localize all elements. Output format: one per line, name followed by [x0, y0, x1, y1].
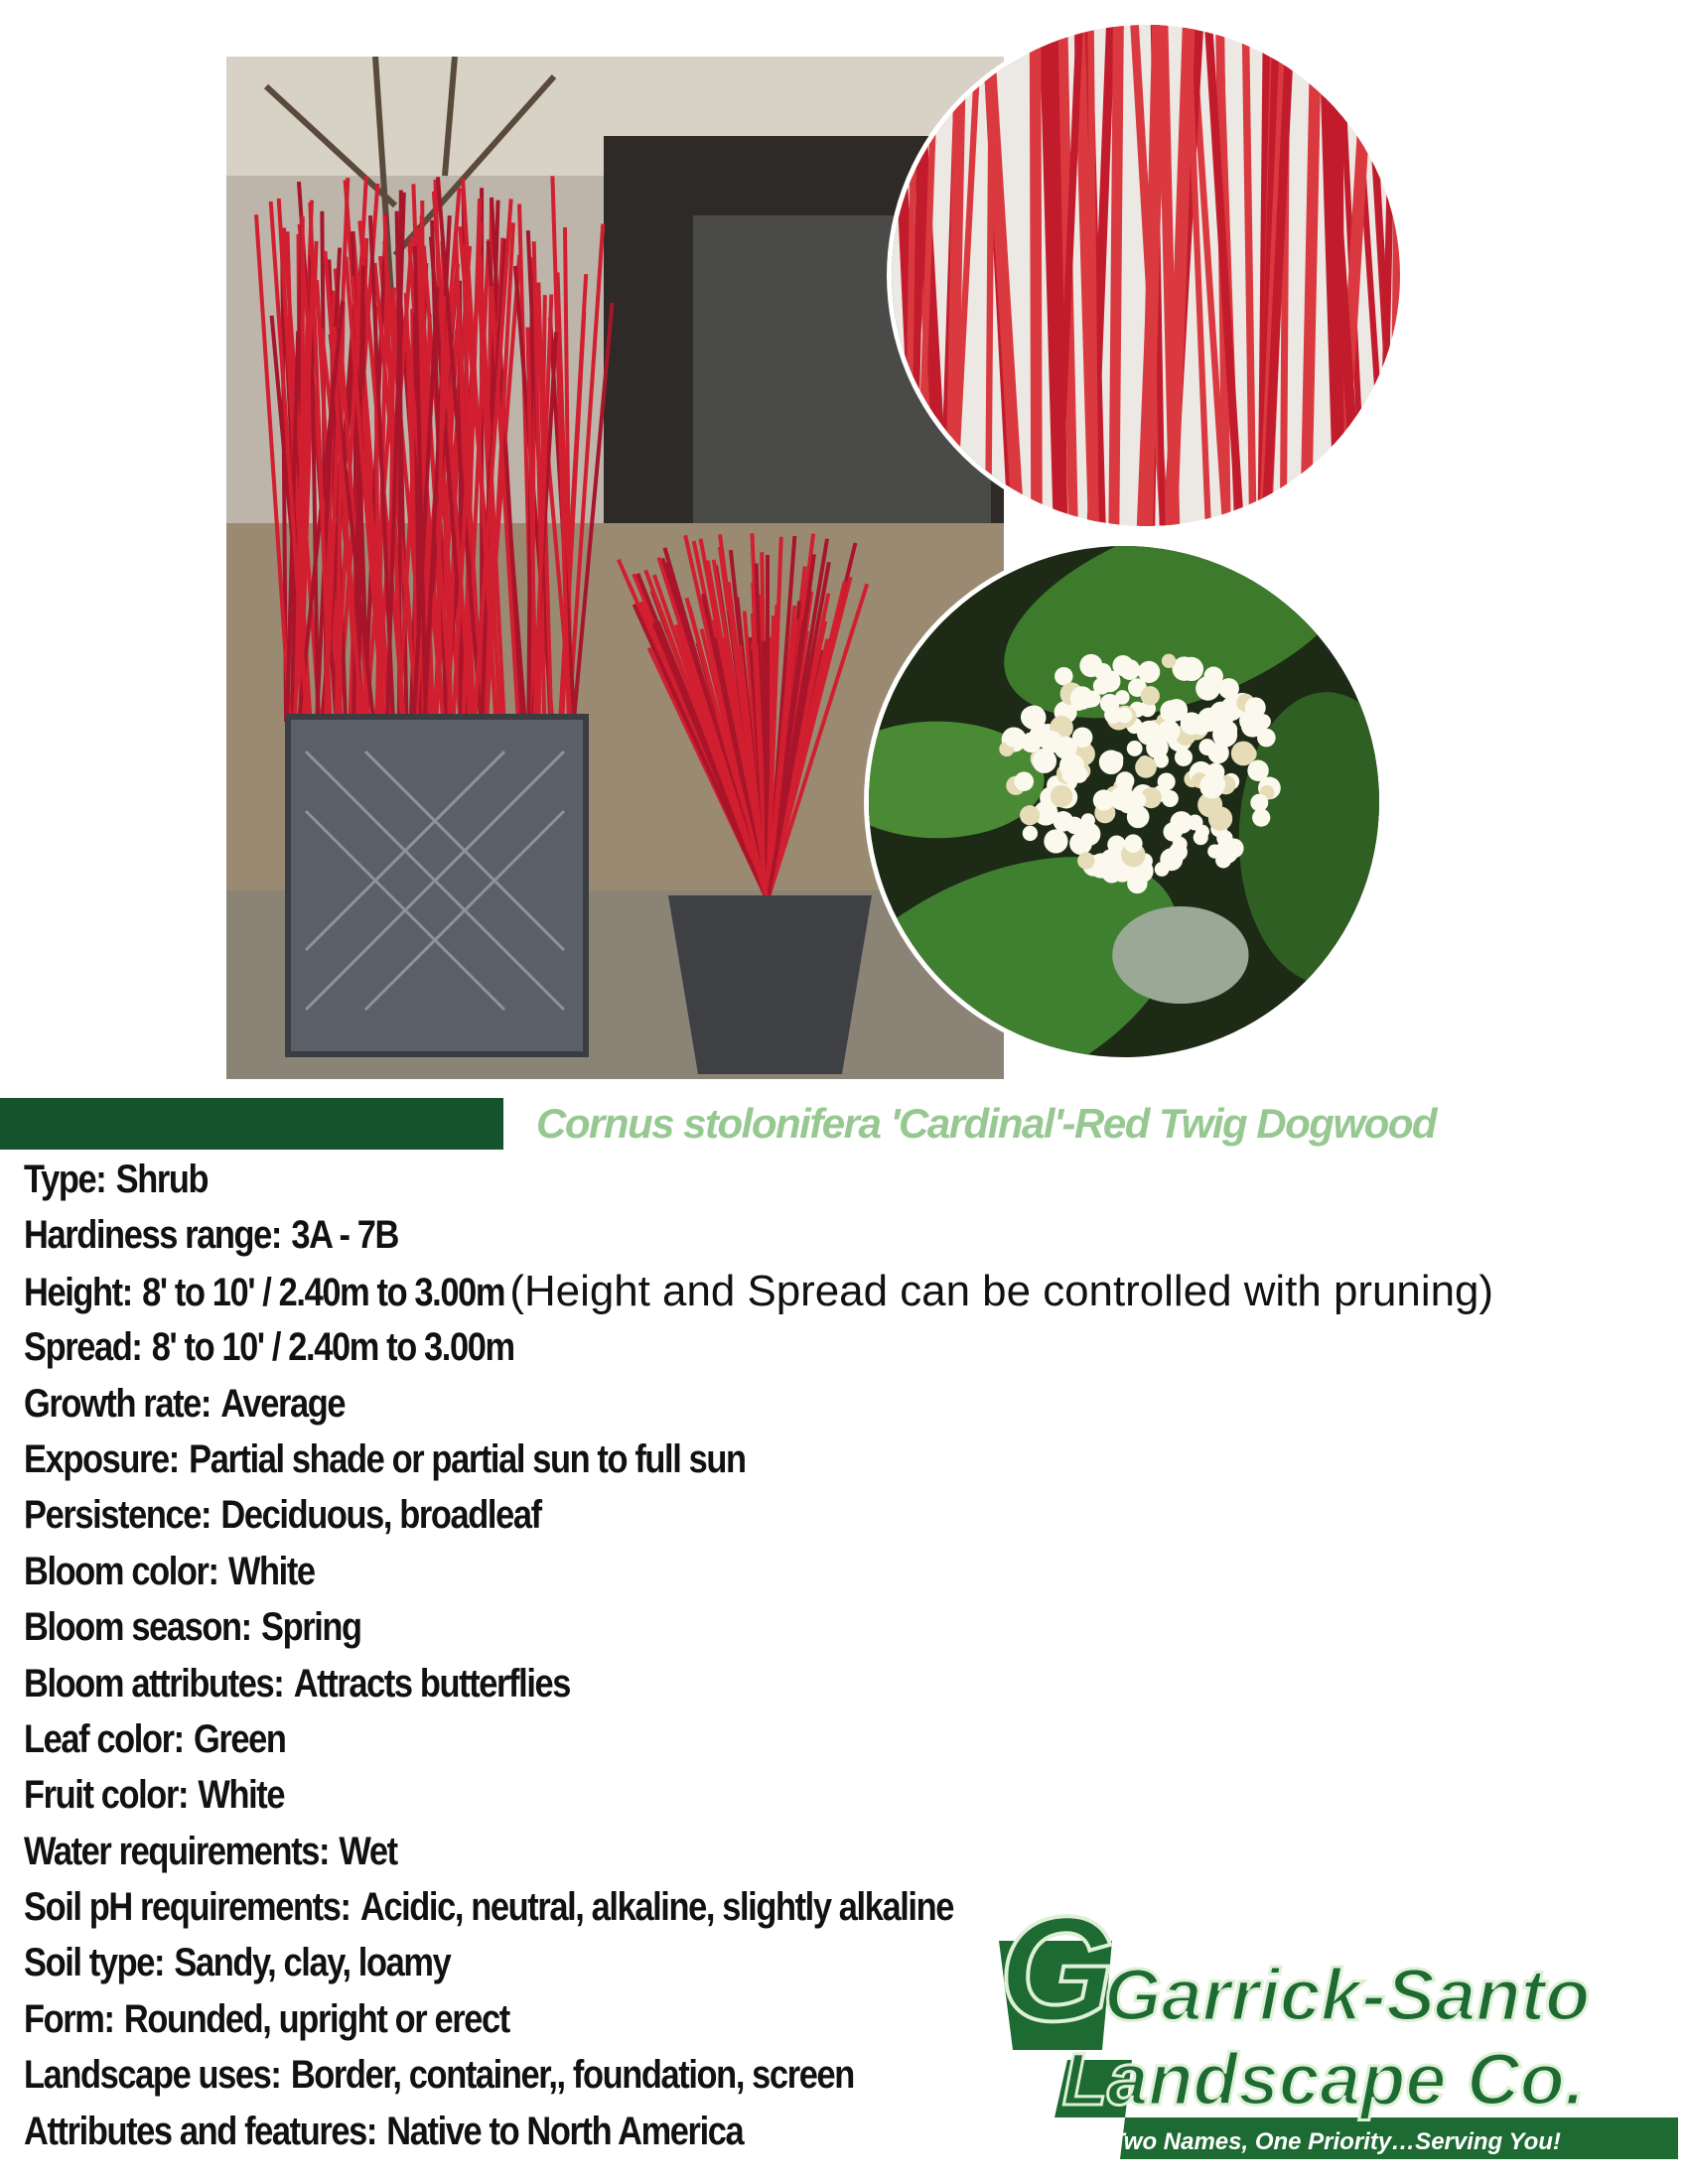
- spec-value: 8' to 10' / 2.40m to 3.00m: [151, 1325, 514, 1370]
- spec-persistence: [24, 1487, 1357, 1543]
- spec-label: Exposure:: [24, 1436, 179, 1481]
- spec-label: Bloom color:: [24, 1549, 218, 1593]
- spec-label: Spread:: [24, 1325, 142, 1370]
- spec-height: [24, 1264, 1493, 1319]
- spec-value: 3A - 7B: [291, 1213, 398, 1258]
- spec-label: Persistence:: [24, 1493, 211, 1538]
- spec-value: Rounded, upright or erect: [123, 1996, 509, 2041]
- spec-leaf-color: [24, 1711, 1357, 1767]
- spec-label: Growth rate:: [24, 1381, 211, 1426]
- spec-exposure: [24, 1432, 1357, 1487]
- spec-label: Attributes and features:: [24, 2109, 376, 2153]
- flower-closeup-photo: [864, 541, 1384, 1062]
- spec-type: [24, 1152, 1357, 1207]
- spec-value: Green: [194, 1716, 286, 1761]
- spec-label: Height:: [24, 1270, 132, 1314]
- spec-value: White: [198, 1773, 285, 1818]
- spec-hardiness: [24, 1207, 1357, 1263]
- spec-value: Native to North America: [386, 2109, 744, 2153]
- spec-label: Leaf color:: [24, 1716, 184, 1761]
- spec-value: Wet: [339, 1829, 397, 1873]
- spec-label: Hardiness range:: [24, 1213, 282, 1258]
- spec-label: Water requirements:: [24, 1829, 330, 1873]
- spec-growth-rate: [24, 1376, 1357, 1432]
- spec-value: Average: [220, 1381, 346, 1426]
- spec-value: Border, container,, foundation, screen: [290, 2053, 854, 2098]
- logo-letter-g: G: [999, 1885, 1115, 2052]
- spec-label: Bloom season:: [24, 1605, 251, 1650]
- twig-closeup-photo: [887, 20, 1405, 531]
- spec-bloom-attributes: [24, 1656, 1357, 1711]
- spec-value: Attracts butterflies: [293, 1661, 571, 1706]
- spec-value: Deciduous, broadleaf: [220, 1493, 541, 1538]
- spec-value: Partial shade or partial sun to full sun: [189, 1436, 746, 1481]
- spec-label: Bloom attributes:: [24, 1661, 284, 1706]
- spec-water: [24, 1824, 1357, 1879]
- spec-value: White: [227, 1549, 315, 1593]
- spec-label: Soil pH requirements:: [24, 1885, 351, 1930]
- spec-value: Acidic, neutral, alkaline, slightly alkaline: [359, 1885, 953, 1930]
- plant-title: Cornus stolonifera 'Cardinal'-Red Twig Dogwood: [536, 1100, 1437, 1147]
- spec-bloom-color: [24, 1544, 1357, 1599]
- logo-line2: Landscape Co.: [1062, 2038, 1586, 2120]
- spec-spread: [24, 1319, 1357, 1375]
- main-plant-photo: [226, 57, 1004, 1079]
- spec-label: Soil type:: [24, 1941, 165, 1985]
- spec-value: Shrub: [115, 1158, 209, 1201]
- logo-tagline: Two Names, One Priority…Serving You!: [1110, 2128, 1561, 2155]
- spec-label: Landscape uses:: [24, 2053, 281, 2098]
- spec-note: (Height and Spread can be controlled with pruning): [509, 1266, 1493, 1315]
- spec-value: Spring: [261, 1605, 361, 1650]
- spec-value: Sandy, clay, loamy: [174, 1941, 451, 1985]
- logo-line1: Garrick-Santo: [1104, 1954, 1591, 2036]
- spec-fruit-color: [24, 1767, 1357, 1823]
- company-logo: [993, 1885, 1678, 2174]
- spec-label: Form:: [24, 1996, 114, 2041]
- title-accent-bar: [0, 1098, 503, 1150]
- spec-label: Fruit color:: [24, 1773, 189, 1818]
- spec-bloom-season: [24, 1599, 1357, 1655]
- spec-label: Type:: [24, 1158, 106, 1201]
- spec-value: 8' to 10' / 2.40m to 3.00m: [142, 1270, 505, 1314]
